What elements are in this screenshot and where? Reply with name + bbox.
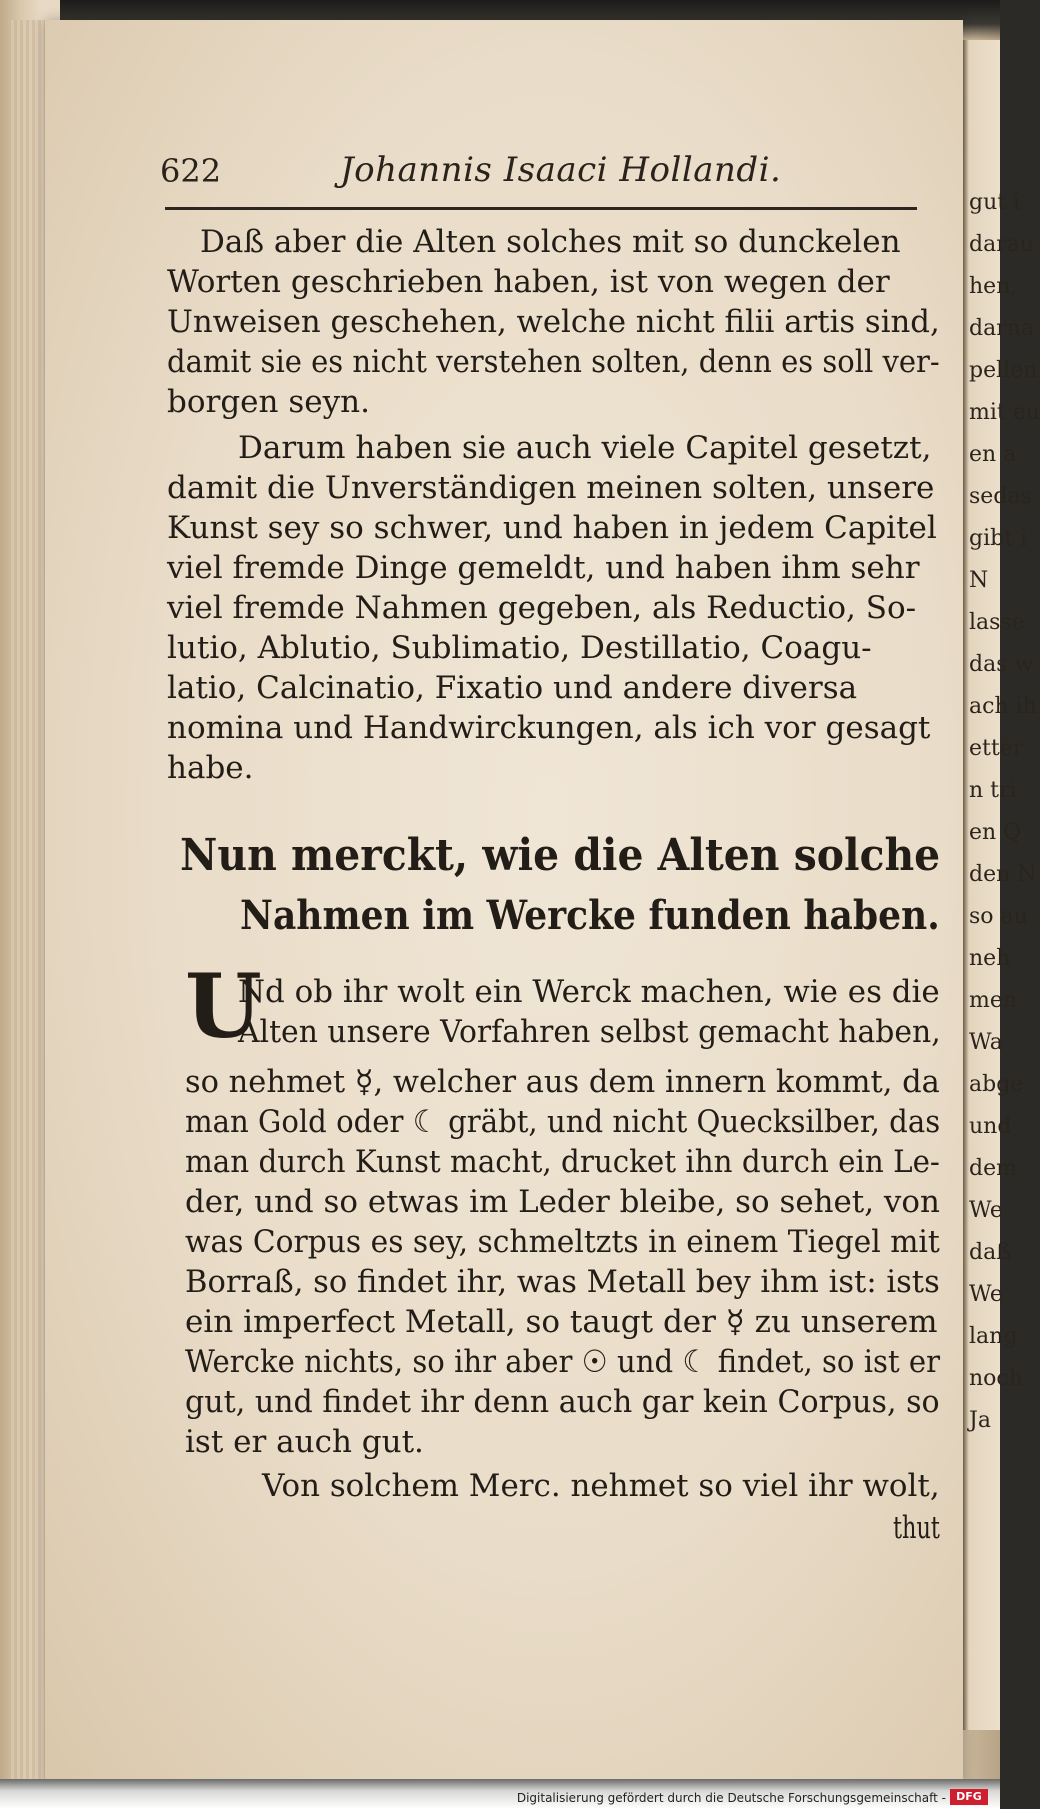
adjacent-page-fragment: We (969, 1198, 1003, 1223)
adjacent-page-fragment: das w (969, 652, 1034, 677)
adjacent-page-fragment: noch (969, 1366, 1023, 1391)
adjacent-page-fragment: hen, (969, 274, 1018, 299)
text-line: Alten unsere Vorfahren selbst gemacht haben, (238, 1014, 941, 1050)
adjacent-page-fragment: so au (969, 904, 1028, 929)
running-title: Johannis Isaaci Hollandi. (340, 150, 782, 190)
adjacent-page-fragment: We (969, 1282, 1003, 1307)
text-line: was Corpus es sey, schmeltzts in einem Tiegel mit (185, 1224, 940, 1260)
page-number: 622 (160, 152, 222, 190)
adjacent-page-fragment: men (969, 988, 1018, 1013)
dfg-logo: DFG (950, 1789, 988, 1805)
adjacent-page-fragment: n tri (969, 778, 1017, 803)
adjacent-page-fragment: dem (969, 1156, 1017, 1181)
section-heading-line: Nahmen im Wercke funden haben. (240, 892, 940, 939)
text-line: viel fremde Nahmen gegeben, als Reductio, So- (167, 590, 917, 626)
text-line: nomina und Handwirckungen, als ich vor gesagt (167, 710, 931, 746)
adjacent-page-fragment: ach ih (969, 694, 1037, 719)
adjacent-page-fragment: darna (969, 316, 1035, 341)
adjacent-page-strip (963, 40, 1040, 1730)
adjacent-page-fragment: Ja (969, 1408, 991, 1433)
text-line: Nd ob ihr wolt ein Werck machen, wie es die (238, 974, 940, 1010)
text-line: latio, Calcinatio, Fixatio und andere diversa (167, 670, 858, 706)
text-line: damit die Unverständigen meinen solten, unsere (167, 470, 935, 506)
adjacent-page-fragment: darau (969, 232, 1035, 257)
text-line: Unweisen geschehen, welche nicht filii artis sind, (167, 304, 940, 340)
text-line: Wercke nichts, so ihr aber ☉ und ☾ findet, so ist er (185, 1344, 941, 1380)
page-header (160, 152, 930, 196)
adjacent-page-fragment: daß (969, 1240, 1011, 1265)
footer-credit: Digitalisierung gefördert durch die Deutsche Forschungsgemeinschaft - (516, 1791, 946, 1805)
adjacent-page-fragment: neh (969, 946, 1011, 971)
text-line: borgen seyn. (167, 384, 370, 420)
adjacent-page-fragment: gut i (969, 190, 1021, 215)
adjacent-page-fragment: abge (969, 1072, 1024, 1097)
text-line: Darum haben sie auch viele Capitel gesetzt, (238, 430, 932, 466)
adjacent-page-fragment: den N (969, 862, 1037, 887)
adjacent-page-fragment: sedas (969, 484, 1032, 509)
section-heading-line: Nun merckt, wie die Alten solche (180, 830, 941, 881)
adjacent-page-fragment: mit eu (969, 400, 1040, 425)
page-edges (8, 20, 48, 1780)
adjacent-page-fragment: etter (969, 736, 1024, 761)
adjacent-page-fragment: pellen (969, 358, 1038, 383)
catchword: thut (893, 1510, 940, 1546)
adjacent-page-fragment: lang (969, 1324, 1018, 1349)
text-line: Borraß, so findet ihr, was Metall bey ihm ist: ists (185, 1264, 940, 1300)
text-line: Worten geschrieben haben, ist von wegen der (167, 264, 890, 300)
text-line: man Gold oder ☾ gräbt, und nicht Quecksilber, das (185, 1104, 941, 1140)
adjacent-page-fragment: lasse (969, 610, 1025, 635)
text-line: ist er auch gut. (185, 1424, 424, 1460)
text-line: Daß aber die Alten solches mit so dunckelen (200, 224, 901, 260)
adjacent-page-fragment: gibt i (969, 526, 1028, 551)
text-line: Von solchem Merc. nehmet so viel ihr wolt, (262, 1468, 940, 1504)
text-line: habe. (167, 750, 254, 786)
header-rule (165, 207, 917, 210)
text-line: viel fremde Dinge gemeldt, und haben ihm sehr (167, 550, 920, 586)
text-line: gut, und findet ihr denn auch gar kein Corpus, so (185, 1384, 940, 1420)
adjacent-page-fragment: en a (969, 442, 1017, 467)
text-line: der, und so etwas im Leder bleibe, so sehet, von (185, 1184, 940, 1220)
adjacent-page-fragment: Wa (969, 1030, 1003, 1055)
adjacent-page-fragment: N (969, 568, 989, 593)
adjacent-page-fragment: en Q (969, 820, 1022, 845)
adjacent-page-fragment: und (969, 1114, 1012, 1139)
text-line: ein imperfect Metall, so taugt der ☿ zu unserem (185, 1304, 938, 1340)
text-line: so nehmet ☿, welcher aus dem innern kommt, da (185, 1064, 940, 1100)
text-line: Kunst sey so schwer, und haben in jedem Capitel (167, 510, 937, 546)
text-line: damit sie es nicht verstehen solten, denn es soll ver- (167, 344, 940, 380)
text-line: lutio, Ablutio, Sublimatio, Destillatio, Coagu- (167, 630, 872, 666)
text-line: man durch Kunst macht, drucket ihn durch ein Le- (185, 1144, 940, 1180)
initial-letter: U (185, 954, 262, 1058)
